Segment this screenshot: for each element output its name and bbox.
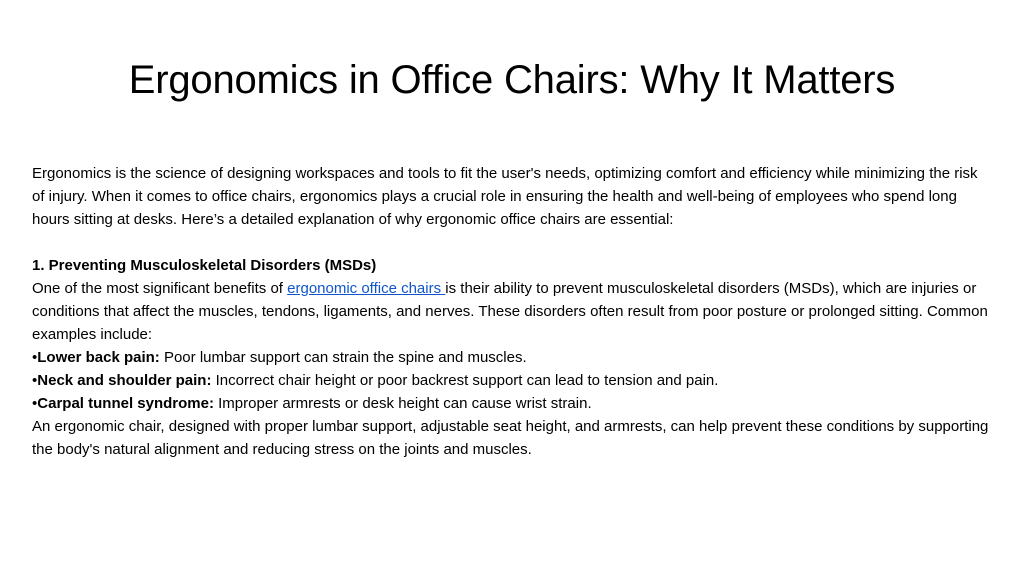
bullet-item-neck-shoulder bbox=[32, 369, 992, 392]
ergonomic-chairs-link[interactable]: ergonomic office chairs bbox=[287, 280, 446, 297]
page-title: Ergonomics in Office Chairs: Why It Matters bbox=[128, 58, 896, 102]
bullet-item-lower-back bbox=[32, 346, 992, 369]
section-paragraph-start: One of the most significant benefits of bbox=[32, 280, 288, 297]
section-heading: 1. Preventing Musculoskeletal Disorders (MSDs) bbox=[32, 257, 377, 274]
slide-body bbox=[32, 162, 992, 461]
bullet-text: Improper armrests or desk height can cause wrist strain. bbox=[213, 395, 592, 412]
closing-paragraph: An ergonomic chair, designed with proper lumbar support, adjustable seat height, and armrests, can help prevent these conditions by supporting the body's natural alignment and reducing stress on the joints and muscles. bbox=[32, 418, 989, 458]
section-paragraph-end: is their ability to prevent musculoskeletal disorders (MSDs), which are injuries or conditions that affect the muscles, tendons, ligaments, and nerves. These disorders often result from poor posture or prolonged sitting. Common examples include: bbox=[32, 280, 988, 343]
bullet-text: Poor lumbar support can strain the spine and muscles. bbox=[159, 349, 527, 366]
bullet-item-carpal-tunnel bbox=[32, 392, 992, 415]
bullet-text: Incorrect chair height or poor backrest support can lead to tension and pain. bbox=[211, 372, 719, 389]
bullet-term: Lower back pain: bbox=[37, 349, 160, 366]
bullet-term: Neck and shoulder pain: bbox=[37, 372, 212, 389]
bullet-marker: • bbox=[32, 349, 38, 366]
bullet-marker: • bbox=[32, 395, 38, 412]
section-paragraph bbox=[32, 277, 992, 346]
paragraph-spacer bbox=[32, 231, 992, 254]
bullet-term: Carpal tunnel syndrome: bbox=[37, 395, 214, 412]
intro-paragraph: Ergonomics is the science of designing workspaces and tools to fit the user's needs, optimizing comfort and efficiency while minimizing the risk of injury. When it comes to office chairs, ergonomics plays a crucial role in ensuring the health and well-being of employees who spend long hours sitting at desks. Here’s a detailed explanation of why ergonomic office chairs are essential: bbox=[32, 165, 978, 228]
bullet-marker: • bbox=[32, 372, 38, 389]
